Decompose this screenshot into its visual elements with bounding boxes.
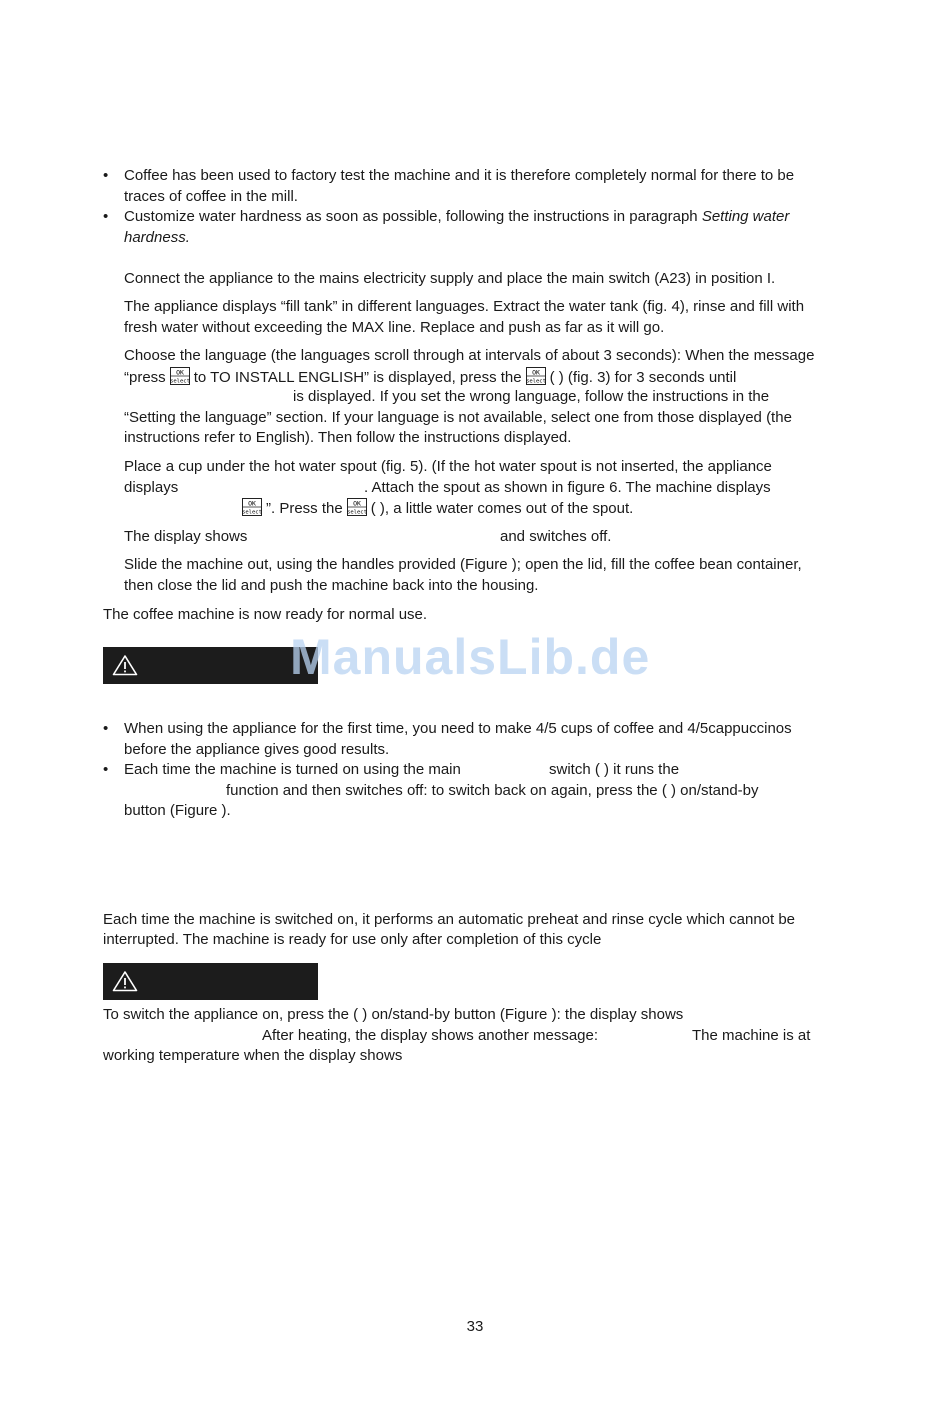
step-6-line-2: then close the lid and push the machine back into the housing.	[124, 577, 539, 594]
switchon-para-2-line-1: To switch the appliance on, press the ( ) on/stand-by button (Figure ): the display shows	[103, 1006, 684, 1023]
step-3-text-a: “press	[124, 369, 166, 386]
switchon-para-1-line-2: interrupted. The machine is ready for use only after completion of this cycle	[103, 931, 602, 948]
switchon-para-2-line-2a: After heating, the display shows another message:	[262, 1027, 599, 1044]
bullet-2-text: Customize water hardness as soon as possible, following the instructions in paragraph	[124, 208, 702, 225]
note-2-line-3: button (Figure ).	[124, 802, 231, 819]
ok-select-button-icon	[347, 498, 367, 516]
note-1-line-2: before the appliance gives good results.	[124, 741, 390, 758]
note-2-line-1a: Each time the machine is turned on using the main	[124, 761, 461, 778]
step-2-line-2: fresh water without exceeding the MAX line. Replace and push as far as it will go.	[124, 319, 665, 336]
note-2-line-1b: switch ( ) it runs the	[549, 761, 680, 778]
svg-text:OK: OK	[531, 368, 540, 377]
svg-text:OK: OK	[352, 499, 361, 508]
step-3-line-2	[124, 367, 736, 388]
bullet-marker: •	[103, 208, 109, 225]
step-4-text-a: ”. Press the	[266, 500, 343, 517]
bullet-marker: •	[103, 761, 109, 778]
warning-triangle-icon	[112, 654, 138, 676]
bullet-marker: •	[103, 720, 109, 737]
step-6-line-1: Slide the machine out, using the handles provided (Figure ); open the lid, fill the coffee bean container,	[124, 556, 802, 573]
switchon-para-1-line-1: Each time the machine is switched on, it performs an automatic preheat and rinse cycle which cannot be	[103, 911, 796, 928]
bullet-1-line-2: traces of coffee in the mill.	[124, 188, 298, 205]
switchon-para-2-line-3: working temperature when the display shows	[103, 1047, 403, 1064]
bullet-2-line-2	[124, 228, 190, 248]
note-1-line-1: When using the appliance for the first time, you need to make 4/5 cups of coffee and 4/5cappuccinos	[124, 720, 792, 737]
ok-select-button-icon	[170, 367, 190, 385]
step-1: Connect the appliance to the mains electricity supply and place the main switch (A23) in position I.	[124, 270, 776, 287]
bullet-2-italic-ref: Setting water	[701, 208, 790, 225]
step-4-line-1: Place a cup under the hot water spout (fig. 5). (If the hot water spout is not inserted, the appliance	[124, 458, 772, 475]
svg-text:select: select	[346, 509, 367, 516]
step-4-line-2b: . Attach the spout as shown in figure 6. The machine displays	[364, 479, 771, 496]
step-3-text-b: to TO INSTALL ENGLISH” is displayed, press the	[193, 369, 522, 386]
page-number: 33	[466, 1318, 484, 1335]
warning-banner	[103, 647, 318, 684]
step-3-text-c: ( ) (fig. 3) for 3 seconds until	[549, 369, 737, 386]
step-3-line-5: instructions refer to English). Then follow the instructions displayed.	[124, 429, 572, 446]
step-4-line-3	[238, 498, 633, 519]
step-5a: The display shows	[124, 528, 248, 545]
warning-triangle-icon	[112, 970, 138, 992]
svg-text:OK: OK	[175, 368, 184, 377]
bullet-2-italic-ref-2: hardness.	[124, 229, 190, 246]
svg-text:select: select	[525, 378, 546, 385]
step-3-line-3: is displayed. If you set the wrong language, follow the instructions in the	[293, 388, 770, 405]
bullet-2-line-1	[124, 207, 789, 227]
step-4-text-b: ( ), a little water comes out of the spout.	[370, 500, 634, 517]
svg-text:select: select	[242, 509, 262, 516]
note-2-line-2: function and then switches off: to switch back on again, press the ( ) on/stand-by	[226, 782, 759, 799]
step-3-line-1: Choose the language (the languages scroll through at intervals of about 3 seconds): When the message	[124, 347, 815, 364]
step-4-line-2a: displays	[124, 479, 179, 496]
ok-select-button-icon	[526, 367, 546, 385]
warning-banner	[103, 963, 318, 1000]
bullet-1-line-1: Coffee has been used to factory test the machine and it is therefore completely normal for there to be	[124, 167, 795, 184]
bullet-marker: •	[103, 167, 109, 184]
watermark: ManualsLib.de	[290, 629, 651, 685]
ok-select-button-icon	[242, 498, 262, 516]
svg-text:OK: OK	[248, 499, 256, 508]
ready-statement: The coffee machine is now ready for normal use.	[103, 606, 428, 623]
step-5b: and switches off.	[500, 528, 612, 545]
step-2-line-1: The appliance displays “fill tank” in different languages. Extract the water tank (fig. 4), rinse and fill with	[124, 298, 805, 315]
switchon-para-2-line-2b: The machine is at	[692, 1027, 811, 1044]
step-3-line-4: “Setting the language” section. If your language is not available, select one from those displayed (the	[124, 409, 792, 426]
svg-text:select: select	[169, 378, 190, 385]
